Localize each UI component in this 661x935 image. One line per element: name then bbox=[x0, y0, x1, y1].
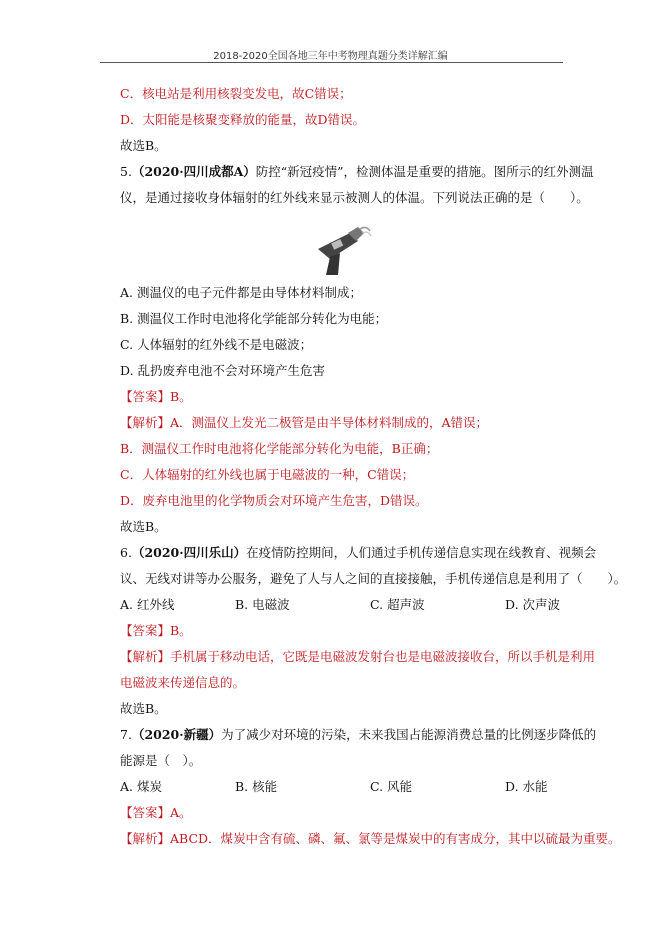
explanation-line: 电磁波来传递信息的。 bbox=[120, 675, 246, 690]
conclusion-line: 故选B。 bbox=[120, 701, 167, 716]
question-5-stem-cont: 仪，是通过接收身体辐射的红外线来显示被测人的体温。下列说法正确的是（ ）。 bbox=[120, 190, 589, 205]
answer-line: 【答案】B。 bbox=[120, 389, 192, 404]
option-a: A. 红外线 bbox=[120, 597, 175, 612]
option-d: D. 乱扔废弃电池不会对环境产生危害 bbox=[120, 363, 326, 378]
option-c: C. 超声波 bbox=[370, 597, 425, 612]
explanation-line: B．测温仪工作时电池将化学能部分转化为电能，B正确； bbox=[120, 441, 439, 456]
explanation-line: 【解析】手机属于移动电话，它既是电磁波发射台也是电磁波接收台，所以手机是利用 bbox=[120, 649, 596, 664]
option-b: B. 测温仪工作时电池将化学能部分转化为电能； bbox=[120, 311, 388, 326]
question-7-stem bbox=[120, 727, 596, 743]
question-6-stem-cont: 议、无线对讲等办公服务，避免了人与人之间的直接接触，手机传递信息是利用了（ ）。 bbox=[120, 571, 627, 586]
question-number: 5. bbox=[120, 164, 132, 179]
page-header: 2018-2020全国各地三年中考物理真题分类详解汇编 bbox=[213, 51, 448, 62]
answer-line: 【答案】B。 bbox=[120, 623, 192, 638]
explanation-line: D．废弃电池里的化学物质会对环境产生危害，D错误。 bbox=[120, 493, 428, 508]
question-7-stem-cont: 能源是（ ）。 bbox=[120, 753, 202, 768]
explanation-line: 【解析】A．测温仪上发光二极管是由半导体材料制成的，A错误； bbox=[120, 415, 489, 430]
question-text: 在疫情防控期间，人们通过手机传递信息实现在线教育、视频会 bbox=[246, 545, 597, 560]
explanation-line: C．核电站是利用核裂变发电，故C错误； bbox=[120, 86, 352, 101]
option-d: D. 水能 bbox=[505, 779, 548, 794]
option-a: A. 测温仪的电子元件都是由导体材料制成； bbox=[120, 285, 362, 300]
explanation-line: D．太阳能是核聚变释放的能量，故D错误。 bbox=[120, 112, 366, 127]
conclusion-line: 故选B。 bbox=[120, 138, 167, 153]
explanation-line: 【解析】ABCD．煤炭中含有硫、磷、氟、氯等是煤炭中的有害成分，其中以硫最为重要。 bbox=[120, 831, 621, 846]
option-a: A. 煤炭 bbox=[120, 779, 162, 794]
question-5-stem bbox=[120, 164, 594, 180]
explanation-line: C．人体辐射的红外线也属于电磁波的一种，C错误； bbox=[120, 467, 415, 482]
question-text: 为了减少对环境的污染，未来我国占能源消费总量的比例逐步降低的 bbox=[221, 727, 597, 742]
conclusion-line: 故选B。 bbox=[120, 519, 167, 534]
answer-line: 【答案】A。 bbox=[120, 805, 192, 820]
question-text: 防控“新冠疫情”，检测体温是重要的措施。图所示的红外测温 bbox=[255, 164, 594, 179]
infrared-thermometer-figure bbox=[310, 219, 374, 279]
header-rule bbox=[100, 62, 563, 63]
option-b: B. 电磁波 bbox=[235, 597, 290, 612]
question-source: （2020·新疆） bbox=[131, 727, 222, 742]
option-c: C. 风能 bbox=[370, 779, 413, 794]
option-c: C. 人体辐射的红外线不是电磁波； bbox=[120, 337, 313, 352]
option-d: D. 次声波 bbox=[505, 597, 561, 612]
option-b: B. 核能 bbox=[235, 779, 278, 794]
question-number: 7. bbox=[120, 727, 132, 742]
question-number: 6. bbox=[120, 545, 132, 560]
question-6-stem bbox=[120, 545, 596, 561]
question-source: （2020·四川乐山） bbox=[131, 545, 247, 560]
question-source: （2020·四川成都A） bbox=[131, 164, 256, 179]
